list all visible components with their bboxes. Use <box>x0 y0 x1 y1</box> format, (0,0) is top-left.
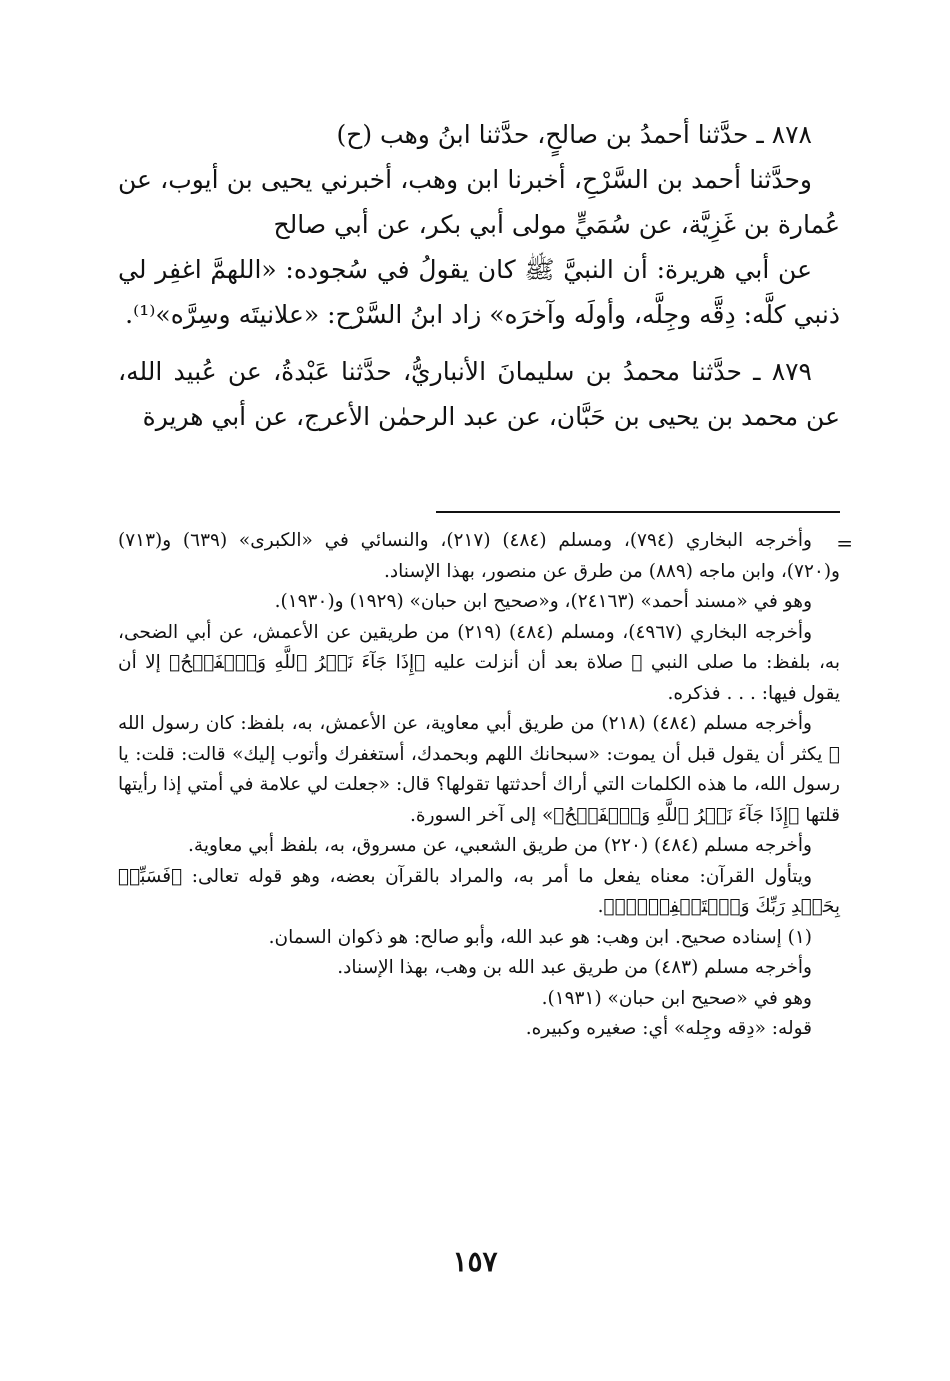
note-paragraph: ويتأول القرآن: معناه يفعل ما أمر به، والمراد بالقرآن بعضه، وهو قوله تعالى: ﴿فَسَبِّحۡ بِحَمۡدِ رَبِّكَ وَٱسۡتَغۡفِرۡهُۚ﴾. <box>118 865 840 917</box>
hadith-878-chain: وحدَّثنا أحمد بن السَّرْحِ، أخبرنا ابن وهب، أخبرني يحيى بن أيوب، عن عُمارة بن غَزِيَّة، عن سُمَيٍّ مولى أبي بكر، عن أبي صالح <box>118 165 840 239</box>
page-number: ١٥٧ <box>452 1245 498 1278</box>
note-paragraph: وأخرجه مسلم (٤٨٤) (٢٢٠) من طريق الشعبي، عن مسروق، به، بلفظ أبي معاوية. <box>188 835 812 856</box>
note-paragraph: وأخرجه مسلم (٤٨٤) (٢١٨) من طريق أبي معاوية، عن الأعمش، به، بلفظ: كان رسول الله ﷺ يكثر أن يقول قبل أن يموت: «سبحانك اللهم وبحمدك، أستغفرك وأتوب إليك» قالت: قلت: يا رسول الله، ما هذه الكلمات التي أراك أحدثتها تقولها؟ قال: «جعلت لي علامة في أمتي إذا رأيتها قلتها ﴿إِذَا جَآءَ نَصۡرُ ٱللَّهِ وَٱلۡفَتۡحُ﴾» إلى آخر السورة. <box>118 713 840 826</box>
hadith-878-text: عن أبي هريرة: أن النبيَّ ﷺ كان يقولُ في سُجوده: «اللهمَّ اغفِر لي ذنبي كلَّه: دِقَّه وجِلَّه، وأولَه وآخرَه» زاد ابنُ السَّرْح: «علانيتَه وسِرَّه»⁽¹⁾. <box>118 255 840 329</box>
footnote-separator <box>436 511 840 513</box>
footnote-1: (١) إسناده صحيح. ابن وهب: هو عبد الله، وأبو صالح: هو ذكوان السمان. <box>268 926 812 948</box>
footnotes <box>118 526 840 1045</box>
hadith-879-heading: ٨٧٩ ـ حدَّثنا محمدُ بن سليمانَ الأنباريُّ، حدَّثنا عَبْدةُ، عن عُبيد الله، عن محمد بن يحيى بن حَبَّان، عن عبد الرحمٰن الأعرج، عن أبي هريرة <box>118 357 840 431</box>
note-paragraph: وهو في «مسند أحمد» (٢٤١٦٣)، و«صحيح ابن حبان» (١٩٢٩) و(١٩٣٠). <box>274 591 812 612</box>
footnote-line: وهو في «صحيح ابن حبان» (١٩٣١). <box>541 987 812 1009</box>
hadith-878-heading: ٨٧٨ ـ حدَّثنا أحمدُ بن صالحٍ، حدَّثنا ابنُ وهب (ح) <box>336 120 812 149</box>
footnote-line: قوله: «دِقه وجِله» أي: صغيره وكبيره. <box>525 1018 812 1039</box>
note-paragraph: وأخرجه البخاري (٧٩٤)، ومسلم (٤٨٤) (٢١٧)، والنسائي في «الكبرى» (٦٣٩) و(٧١٣) و(٧٢٠)، وابن ماجه (٨٨٩) من طرق عن منصور، بهذا الإسناد. <box>118 530 840 582</box>
footnote-line: وأخرجه مسلم (٤٨٣) من طريق عبد الله بن وهب، بهذا الإسناد. <box>337 957 812 978</box>
note-paragraph: وأخرجه البخاري (٤٩٦٧)، ومسلم (٤٨٤) (٢١٩) من طريقين عن الأعمش، عن أبي الضحى، به، بلفظ: ما صلى النبي ﷺ صلاة بعد أن أنزلت عليه ﴿إِذَا جَآءَ نَصۡرُ ٱللَّهِ وَٱلۡفَتۡحُ﴾ إلا أن يقول فيها: . . . فذكره. <box>118 621 840 704</box>
main-text <box>118 112 840 439</box>
continuation-mark: = <box>836 531 853 555</box>
